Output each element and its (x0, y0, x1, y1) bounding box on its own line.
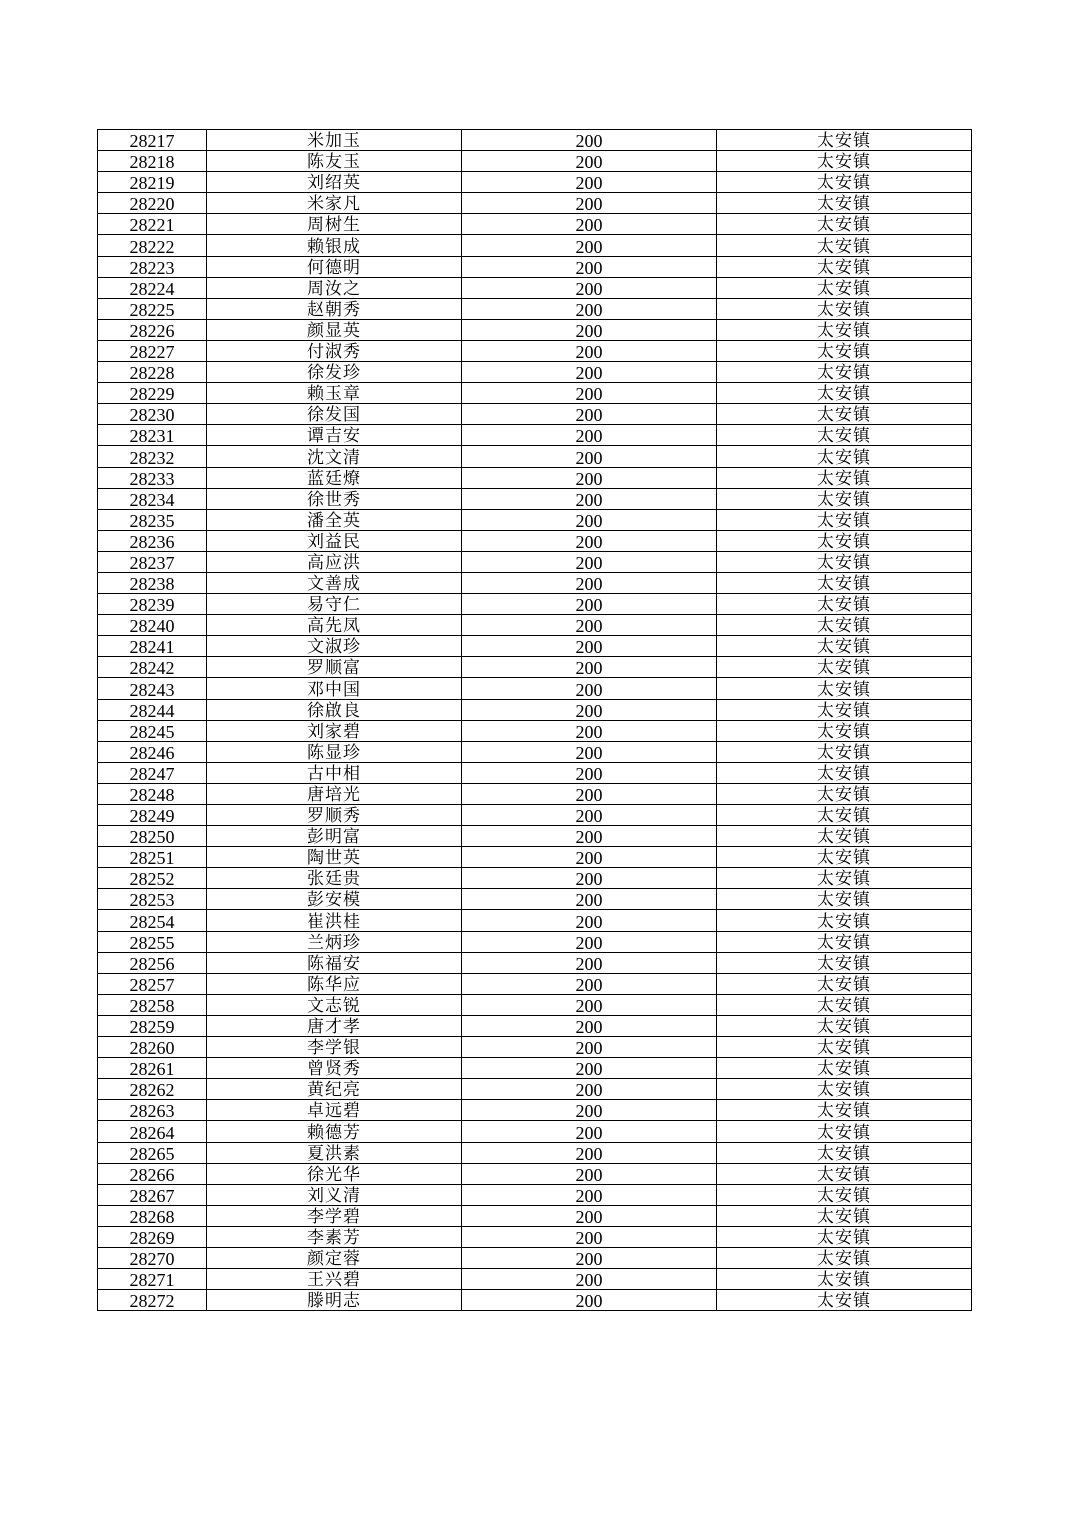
name-cell: 邓中国 (207, 678, 462, 699)
amount-cell: 200 (462, 151, 717, 172)
roster-table (97, 129, 972, 1311)
name-cell: 颜显英 (207, 319, 462, 340)
name-cell: 付淑秀 (207, 340, 462, 361)
name-cell: 赖银成 (207, 235, 462, 256)
name-cell: 沈文清 (207, 446, 462, 467)
id-cell: 28234 (98, 488, 207, 509)
table-row (98, 1142, 972, 1163)
table-row (98, 1079, 972, 1100)
name-cell: 罗顺富 (207, 657, 462, 678)
table-row (98, 488, 972, 509)
id-cell: 28255 (98, 931, 207, 952)
table-row (98, 277, 972, 298)
id-cell: 28265 (98, 1142, 207, 1163)
name-cell: 赖德芳 (207, 1121, 462, 1142)
table-row (98, 551, 972, 572)
table-row (98, 172, 972, 193)
name-cell: 崔洪桂 (207, 910, 462, 931)
id-cell: 28270 (98, 1247, 207, 1268)
town-cell: 太安镇 (717, 130, 972, 151)
town-cell: 太安镇 (717, 1247, 972, 1268)
table-row (98, 910, 972, 931)
town-cell: 太安镇 (717, 151, 972, 172)
name-cell: 刘益民 (207, 530, 462, 551)
name-cell: 陈福安 (207, 952, 462, 973)
name-cell: 高应洪 (207, 551, 462, 572)
town-cell: 太安镇 (717, 383, 972, 404)
amount-cell: 200 (462, 931, 717, 952)
table-row (98, 678, 972, 699)
table-row (98, 1226, 972, 1247)
id-cell: 28227 (98, 340, 207, 361)
name-cell: 颜定蓉 (207, 1247, 462, 1268)
document-page (97, 129, 971, 1311)
table-row (98, 235, 972, 256)
town-cell: 太安镇 (717, 720, 972, 741)
amount-cell: 200 (462, 1121, 717, 1142)
name-cell: 陈友玉 (207, 151, 462, 172)
name-cell: 蓝廷燎 (207, 467, 462, 488)
amount-cell: 200 (462, 572, 717, 593)
amount-cell: 200 (462, 636, 717, 657)
table-row (98, 657, 972, 678)
id-cell: 28232 (98, 446, 207, 467)
town-cell: 太安镇 (717, 298, 972, 319)
amount-cell: 200 (462, 678, 717, 699)
name-cell: 夏洪素 (207, 1142, 462, 1163)
town-cell: 太安镇 (717, 362, 972, 383)
town-cell: 太安镇 (717, 973, 972, 994)
town-cell: 太安镇 (717, 551, 972, 572)
name-cell: 潘全英 (207, 509, 462, 530)
amount-cell: 200 (462, 783, 717, 804)
town-cell: 太安镇 (717, 509, 972, 530)
name-cell: 滕明志 (207, 1290, 462, 1311)
amount-cell: 200 (462, 1079, 717, 1100)
table-row (98, 1247, 972, 1268)
town-cell: 太安镇 (717, 404, 972, 425)
town-cell: 太安镇 (717, 1226, 972, 1247)
name-cell: 高先凤 (207, 615, 462, 636)
amount-cell: 200 (462, 952, 717, 973)
name-cell: 文善成 (207, 572, 462, 593)
town-cell: 太安镇 (717, 488, 972, 509)
amount-cell: 200 (462, 594, 717, 615)
town-cell: 太安镇 (717, 594, 972, 615)
amount-cell: 200 (462, 1205, 717, 1226)
id-cell: 28244 (98, 699, 207, 720)
name-cell: 谭吉安 (207, 425, 462, 446)
name-cell: 赖玉章 (207, 383, 462, 404)
town-cell: 太安镇 (717, 783, 972, 804)
amount-cell: 200 (462, 193, 717, 214)
id-cell: 28252 (98, 868, 207, 889)
table-row (98, 509, 972, 530)
table-row (98, 151, 972, 172)
town-cell: 太安镇 (717, 1163, 972, 1184)
town-cell: 太安镇 (717, 572, 972, 593)
id-cell: 28220 (98, 193, 207, 214)
table-row (98, 594, 972, 615)
id-cell: 28217 (98, 130, 207, 151)
town-cell: 太安镇 (717, 1058, 972, 1079)
town-cell: 太安镇 (717, 1121, 972, 1142)
amount-cell: 200 (462, 530, 717, 551)
table-row (98, 741, 972, 762)
town-cell: 太安镇 (717, 1290, 972, 1311)
table-row (98, 1290, 972, 1311)
name-cell: 李学碧 (207, 1205, 462, 1226)
table-row (98, 1037, 972, 1058)
table-row (98, 446, 972, 467)
id-cell: 28235 (98, 509, 207, 530)
table-row (98, 319, 972, 340)
amount-cell: 200 (462, 1184, 717, 1205)
amount-cell: 200 (462, 425, 717, 446)
town-cell: 太安镇 (717, 530, 972, 551)
table-row (98, 1205, 972, 1226)
id-cell: 28222 (98, 235, 207, 256)
id-cell: 28233 (98, 467, 207, 488)
town-cell: 太安镇 (717, 615, 972, 636)
id-cell: 28231 (98, 425, 207, 446)
table-row (98, 994, 972, 1015)
amount-cell: 200 (462, 805, 717, 826)
name-cell: 古中相 (207, 762, 462, 783)
name-cell: 赵朝秀 (207, 298, 462, 319)
name-cell: 张廷贵 (207, 868, 462, 889)
name-cell: 徐发国 (207, 404, 462, 425)
name-cell: 黄纪亮 (207, 1079, 462, 1100)
id-cell: 28269 (98, 1226, 207, 1247)
town-cell: 太安镇 (717, 847, 972, 868)
id-cell: 28230 (98, 404, 207, 425)
town-cell: 太安镇 (717, 1269, 972, 1290)
amount-cell: 200 (462, 467, 717, 488)
amount-cell: 200 (462, 1247, 717, 1268)
id-cell: 28251 (98, 847, 207, 868)
id-cell: 28258 (98, 994, 207, 1015)
name-cell: 陶世英 (207, 847, 462, 868)
amount-cell: 200 (462, 1058, 717, 1079)
table-row (98, 404, 972, 425)
name-cell: 刘义清 (207, 1184, 462, 1205)
table-row (98, 720, 972, 741)
amount-cell: 200 (462, 1142, 717, 1163)
id-cell: 28264 (98, 1121, 207, 1142)
id-cell: 28226 (98, 319, 207, 340)
name-cell: 徐光华 (207, 1163, 462, 1184)
id-cell: 28267 (98, 1184, 207, 1205)
amount-cell: 200 (462, 699, 717, 720)
town-cell: 太安镇 (717, 256, 972, 277)
id-cell: 28223 (98, 256, 207, 277)
id-cell: 28259 (98, 1015, 207, 1036)
id-cell: 28238 (98, 572, 207, 593)
town-cell: 太安镇 (717, 889, 972, 910)
name-cell: 徐发珍 (207, 362, 462, 383)
town-cell: 太安镇 (717, 1142, 972, 1163)
name-cell: 徐世秀 (207, 488, 462, 509)
town-cell: 太安镇 (717, 235, 972, 256)
name-cell: 唐才孝 (207, 1015, 462, 1036)
name-cell: 彭安模 (207, 889, 462, 910)
amount-cell: 200 (462, 847, 717, 868)
id-cell: 28245 (98, 720, 207, 741)
id-cell: 28253 (98, 889, 207, 910)
table-row (98, 383, 972, 404)
amount-cell: 200 (462, 720, 717, 741)
town-cell: 太安镇 (717, 868, 972, 889)
table-row (98, 615, 972, 636)
amount-cell: 200 (462, 551, 717, 572)
id-cell: 28241 (98, 636, 207, 657)
name-cell: 陈华应 (207, 973, 462, 994)
id-cell: 28261 (98, 1058, 207, 1079)
town-cell: 太安镇 (717, 636, 972, 657)
id-cell: 28229 (98, 383, 207, 404)
amount-cell: 200 (462, 868, 717, 889)
table-row (98, 762, 972, 783)
amount-cell: 200 (462, 298, 717, 319)
table-row (98, 1058, 972, 1079)
town-cell: 太安镇 (717, 762, 972, 783)
name-cell: 罗顺秀 (207, 805, 462, 826)
town-cell: 太安镇 (717, 319, 972, 340)
table-row (98, 572, 972, 593)
amount-cell: 200 (462, 277, 717, 298)
table-row (98, 425, 972, 446)
id-cell: 28254 (98, 910, 207, 931)
amount-cell: 200 (462, 889, 717, 910)
amount-cell: 200 (462, 762, 717, 783)
id-cell: 28225 (98, 298, 207, 319)
table-row (98, 889, 972, 910)
name-cell: 陈显珍 (207, 741, 462, 762)
amount-cell: 200 (462, 362, 717, 383)
amount-cell: 200 (462, 172, 717, 193)
table-row (98, 1269, 972, 1290)
id-cell: 28257 (98, 973, 207, 994)
id-cell: 28260 (98, 1037, 207, 1058)
amount-cell: 200 (462, 235, 717, 256)
amount-cell: 200 (462, 910, 717, 931)
town-cell: 太安镇 (717, 699, 972, 720)
name-cell: 易守仁 (207, 594, 462, 615)
table-row (98, 256, 972, 277)
id-cell: 28271 (98, 1269, 207, 1290)
town-cell: 太安镇 (717, 467, 972, 488)
amount-cell: 200 (462, 214, 717, 235)
id-cell: 28243 (98, 678, 207, 699)
name-cell: 徐啟良 (207, 699, 462, 720)
name-cell: 米加玉 (207, 130, 462, 151)
table-row (98, 783, 972, 804)
id-cell: 28262 (98, 1079, 207, 1100)
name-cell: 周汝之 (207, 277, 462, 298)
name-cell: 卓远碧 (207, 1100, 462, 1121)
id-cell: 28268 (98, 1205, 207, 1226)
id-cell: 28242 (98, 657, 207, 678)
table-row (98, 952, 972, 973)
amount-cell: 200 (462, 657, 717, 678)
id-cell: 28272 (98, 1290, 207, 1311)
town-cell: 太安镇 (717, 910, 972, 931)
table-row (98, 530, 972, 551)
amount-cell: 200 (462, 256, 717, 277)
amount-cell: 200 (462, 973, 717, 994)
amount-cell: 200 (462, 340, 717, 361)
table-row (98, 847, 972, 868)
town-cell: 太安镇 (717, 826, 972, 847)
table-row (98, 805, 972, 826)
table-row (98, 973, 972, 994)
town-cell: 太安镇 (717, 805, 972, 826)
town-cell: 太安镇 (717, 425, 972, 446)
amount-cell: 200 (462, 826, 717, 847)
table-row (98, 340, 972, 361)
town-cell: 太安镇 (717, 193, 972, 214)
name-cell: 文淑珍 (207, 636, 462, 657)
table-row (98, 1163, 972, 1184)
table-row (98, 214, 972, 235)
amount-cell: 200 (462, 741, 717, 762)
name-cell: 米家凡 (207, 193, 462, 214)
town-cell: 太安镇 (717, 1184, 972, 1205)
roster-table-body (98, 130, 972, 1311)
town-cell: 太安镇 (717, 678, 972, 699)
name-cell: 兰炳珍 (207, 931, 462, 952)
id-cell: 28221 (98, 214, 207, 235)
amount-cell: 200 (462, 509, 717, 530)
name-cell: 曾贤秀 (207, 1058, 462, 1079)
amount-cell: 200 (462, 1037, 717, 1058)
id-cell: 28219 (98, 172, 207, 193)
town-cell: 太安镇 (717, 172, 972, 193)
amount-cell: 200 (462, 1269, 717, 1290)
name-cell: 彭明富 (207, 826, 462, 847)
name-cell: 唐培光 (207, 783, 462, 804)
table-row (98, 467, 972, 488)
table-row (98, 130, 972, 151)
name-cell: 何德明 (207, 256, 462, 277)
town-cell: 太安镇 (717, 446, 972, 467)
table-row (98, 362, 972, 383)
table-row (98, 1184, 972, 1205)
town-cell: 太安镇 (717, 1100, 972, 1121)
id-cell: 28224 (98, 277, 207, 298)
town-cell: 太安镇 (717, 741, 972, 762)
id-cell: 28248 (98, 783, 207, 804)
table-row (98, 868, 972, 889)
name-cell: 周树生 (207, 214, 462, 235)
name-cell: 王兴碧 (207, 1269, 462, 1290)
id-cell: 28249 (98, 805, 207, 826)
id-cell: 28246 (98, 741, 207, 762)
town-cell: 太安镇 (717, 1015, 972, 1036)
table-row (98, 699, 972, 720)
amount-cell: 200 (462, 1100, 717, 1121)
id-cell: 28228 (98, 362, 207, 383)
amount-cell: 200 (462, 319, 717, 340)
amount-cell: 200 (462, 446, 717, 467)
id-cell: 28256 (98, 952, 207, 973)
town-cell: 太安镇 (717, 1037, 972, 1058)
table-row (98, 298, 972, 319)
id-cell: 28247 (98, 762, 207, 783)
town-cell: 太安镇 (717, 952, 972, 973)
amount-cell: 200 (462, 1163, 717, 1184)
amount-cell: 200 (462, 1015, 717, 1036)
town-cell: 太安镇 (717, 1079, 972, 1100)
town-cell: 太安镇 (717, 1205, 972, 1226)
name-cell: 刘绍英 (207, 172, 462, 193)
table-row (98, 1121, 972, 1142)
town-cell: 太安镇 (717, 214, 972, 235)
id-cell: 28266 (98, 1163, 207, 1184)
town-cell: 太安镇 (717, 340, 972, 361)
id-cell: 28239 (98, 594, 207, 615)
id-cell: 28263 (98, 1100, 207, 1121)
town-cell: 太安镇 (717, 277, 972, 298)
name-cell: 李素芳 (207, 1226, 462, 1247)
table-row (98, 931, 972, 952)
amount-cell: 200 (462, 1226, 717, 1247)
id-cell: 28218 (98, 151, 207, 172)
name-cell: 文志锐 (207, 994, 462, 1015)
amount-cell: 200 (462, 994, 717, 1015)
town-cell: 太安镇 (717, 994, 972, 1015)
amount-cell: 200 (462, 615, 717, 636)
amount-cell: 200 (462, 130, 717, 151)
id-cell: 28240 (98, 615, 207, 636)
amount-cell: 200 (462, 383, 717, 404)
name-cell: 刘家碧 (207, 720, 462, 741)
table-row (98, 826, 972, 847)
name-cell: 李学银 (207, 1037, 462, 1058)
amount-cell: 200 (462, 1290, 717, 1311)
town-cell: 太安镇 (717, 931, 972, 952)
table-row (98, 1015, 972, 1036)
table-row (98, 1100, 972, 1121)
id-cell: 28236 (98, 530, 207, 551)
amount-cell: 200 (462, 404, 717, 425)
table-row (98, 636, 972, 657)
id-cell: 28250 (98, 826, 207, 847)
id-cell: 28237 (98, 551, 207, 572)
town-cell: 太安镇 (717, 657, 972, 678)
amount-cell: 200 (462, 488, 717, 509)
table-row (98, 193, 972, 214)
